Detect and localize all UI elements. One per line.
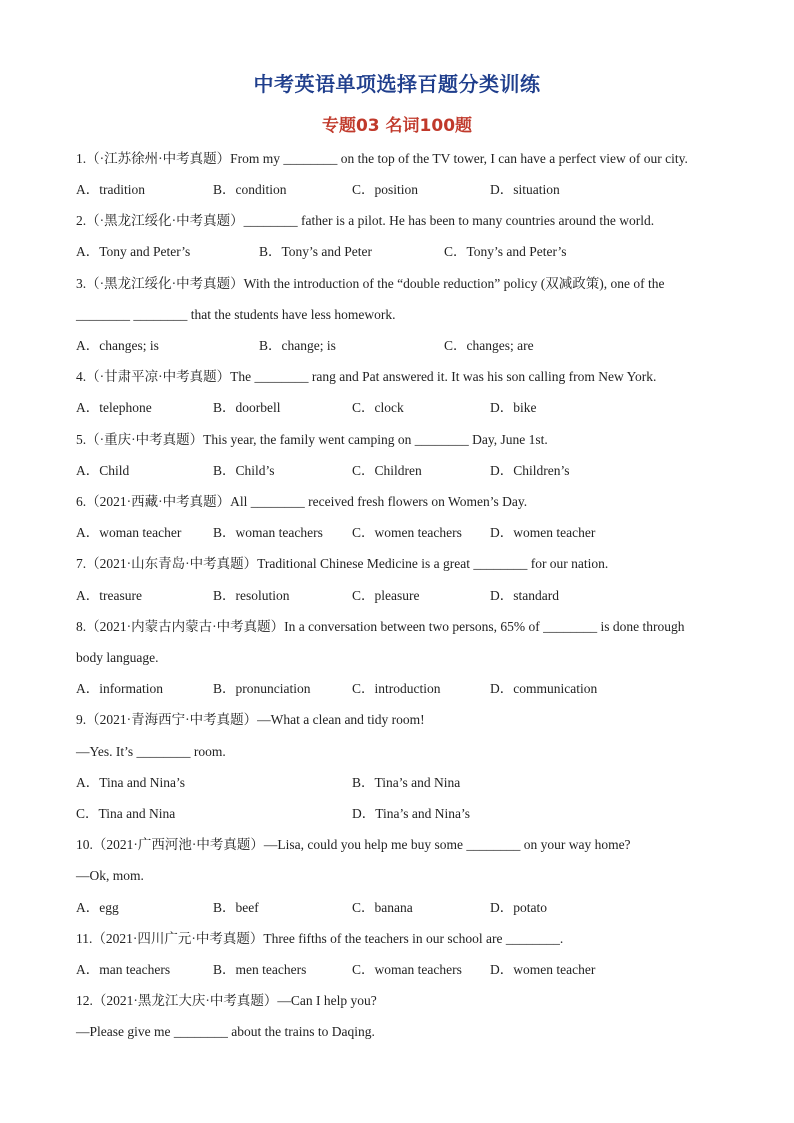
question-10-option-c: C．banana [352, 900, 413, 915]
question-10-option-b: B．beef [213, 900, 259, 915]
question-3-option-c: C．changes; are [444, 338, 534, 353]
question-3-stem-line-2: ________ ________ that the students have less homework. [76, 307, 396, 322]
question-3-option-a: A．changes; is [76, 338, 159, 353]
question-5-option-a: A．Child [76, 463, 130, 478]
question-9-option-b: B．Tina’s and Nina [352, 775, 461, 790]
question-11-stem: 11.（2021·四川广元·中考真题）Three fifths of the teachers in our school are ________. [76, 931, 564, 946]
question-4-option-c: C．clock [352, 400, 404, 415]
question-10-option-a: A．egg [76, 900, 119, 915]
document-subtitle: 专题03 名词100题 [321, 116, 473, 136]
question-12-stem-line-2: —Please give me ________ about the trains to Daqing. [76, 1024, 375, 1039]
question-6-option-b: B．woman teachers [213, 525, 323, 540]
question-6-option-a: A．woman teacher [76, 525, 182, 540]
question-8-option-b: B．pronunciation [213, 681, 311, 696]
question-8-stem-line-1: 8.（2021·内蒙古内蒙古·中考真题）In a conversation between two persons, 65% of ________ is done through [76, 619, 685, 634]
question-1-option-d: D．situation [490, 182, 560, 197]
question-10-option-d: D．potato [490, 900, 547, 915]
question-2-option-b: B．Tony’s and Peter [259, 244, 373, 259]
question-7-stem: 7.（2021·山东青岛·中考真题）Traditional Chinese Medicine is a great ________ for our nation. [76, 556, 609, 571]
question-1-option-a: A．tradition [76, 182, 145, 197]
question-12-stem-line-1: 12.（2021·黑龙江大庆·中考真题）—Can I help you? [76, 993, 377, 1008]
question-9-stem-line-2: —Yes. It’s ________ room. [76, 744, 226, 759]
question-4-option-a: A．telephone [76, 400, 152, 415]
question-11-option-a: A．man teachers [76, 962, 171, 977]
question-10-stem-line-2: —Ok, mom. [76, 868, 144, 883]
question-5-stem: 5.（·重庆·中考真题）This year, the family went camping on ________ Day, June 1st. [76, 432, 548, 447]
question-4-option-b: B．doorbell [213, 400, 281, 415]
question-5-option-b: B．Child’s [213, 463, 275, 478]
question-8-option-c: C．introduction [352, 681, 441, 696]
question-5-option-d: D．Children’s [490, 463, 570, 478]
question-5-option-c: C．Children [352, 463, 422, 478]
question-7-option-a: A．treasure [76, 588, 142, 603]
question-3-option-b: B．change; is [259, 338, 336, 353]
question-11-option-d: D．women teacher [490, 962, 596, 977]
question-9-option-d: D．Tina’s and Nina’s [352, 806, 471, 821]
question-7-option-b: B．resolution [213, 588, 290, 603]
question-8-option-d: D．communication [490, 681, 598, 696]
question-7-option-c: C．pleasure [352, 588, 420, 603]
question-3-stem-line-1: 3.（·黑龙江绥化·中考真题）With the introduction of the “double reduction” policy (双减政策), one of the [76, 276, 665, 291]
question-10-stem-line-1: 10.（2021·广西河池·中考真题）—Lisa, could you help me buy some ________ on your way home? [76, 837, 631, 852]
question-11-option-c: C．woman teachers [352, 962, 462, 977]
question-1-option-b: B．condition [213, 182, 287, 197]
question-8-option-a: A．information [76, 681, 163, 696]
question-4-option-d: D．bike [490, 400, 537, 415]
question-9-stem-line-1: 9.（2021·青海西宁·中考真题）—What a clean and tidy room! [76, 712, 425, 727]
question-9-option-a: A．Tina and Nina’s [76, 775, 186, 790]
question-2-option-c: C．Tony’s and Peter’s [444, 244, 567, 259]
question-2-stem: 2.（·黑龙江绥化·中考真题）________ father is a pilot. He has been to many countries around the world. [76, 213, 655, 228]
question-1-option-c: C．position [352, 182, 419, 197]
question-6-option-d: D．women teacher [490, 525, 596, 540]
question-8-stem-line-2: body language. [76, 650, 159, 665]
document-title: 中考英语单项选择百题分类训练 [253, 72, 541, 96]
question-2-option-a: A．Tony and Peter’s [76, 244, 191, 259]
question-1-stem: 1.（·江苏徐州·中考真题）From my ________ on the top of the TV tower, I can have a perfect view of our city. [76, 151, 688, 166]
question-4-stem: 4.（·甘肃平凉·中考真题）The ________ rang and Pat answered it. It was his son calling from New York. [76, 369, 657, 384]
question-11-option-b: B．men teachers [213, 962, 307, 977]
question-9-option-c: C．Tina and Nina [76, 806, 176, 821]
question-6-stem: 6.（2021·西藏·中考真题）All ________ received fresh flowers on Women’s Day. [76, 494, 528, 509]
question-7-option-d: D．standard [490, 588, 559, 603]
question-6-option-c: C．women teachers [352, 525, 462, 540]
